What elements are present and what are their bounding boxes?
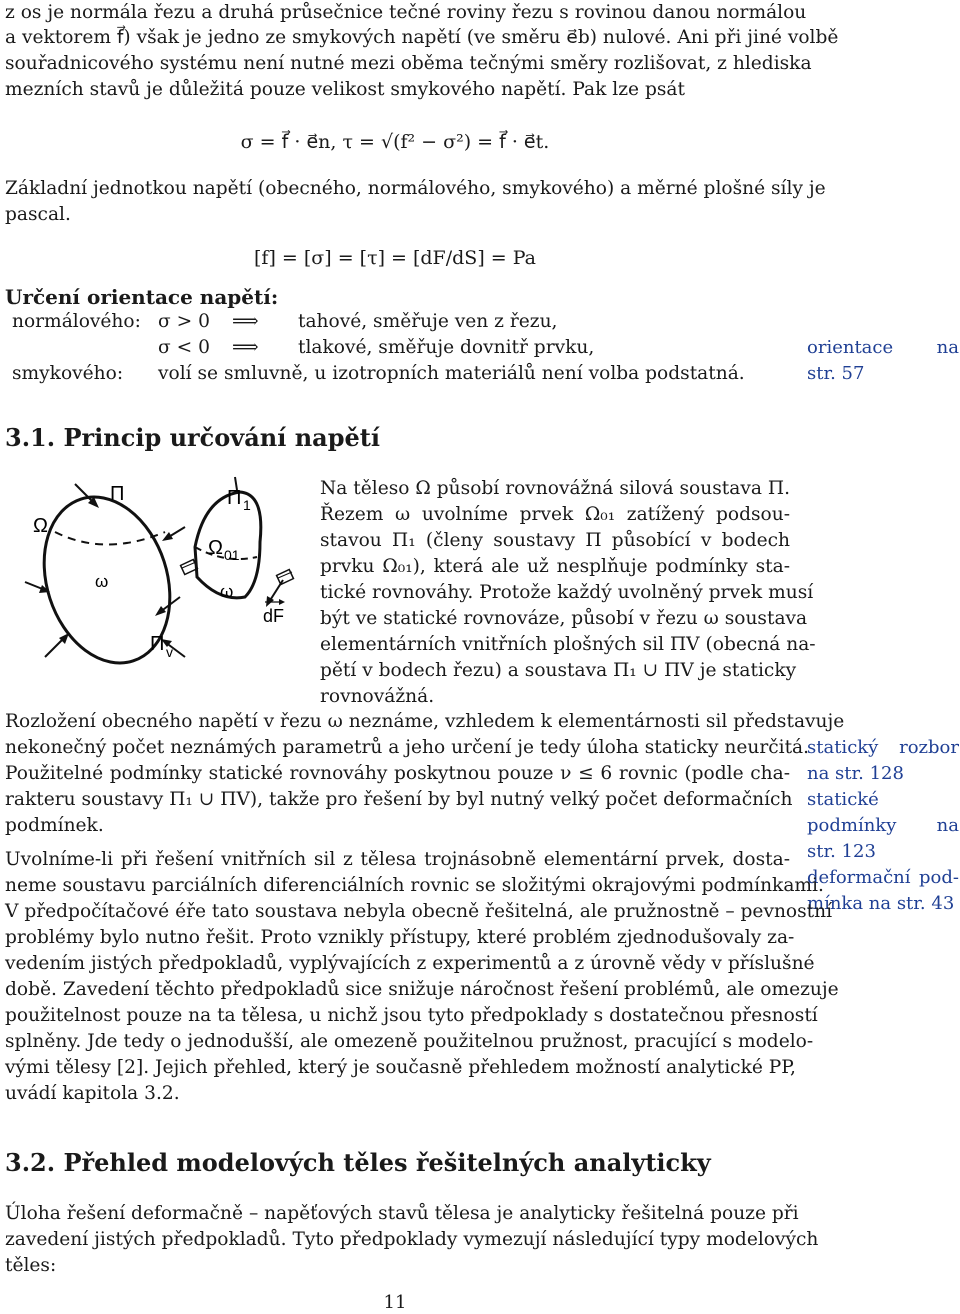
normal-text: tlakové, směřuje dovnitř prvku, xyxy=(298,337,595,358)
text-line: nekonečný počet neznámých parametrů a jeho určení je tedy úloha staticky neurčitá. xyxy=(5,737,810,758)
label-piv: Π xyxy=(150,633,165,655)
text-line: vými tělesy [2]. Jejich přehled, který je současně přehledem možností analytické PP, xyxy=(5,1057,796,1078)
normal-text: tahové, směřuje ven z řezu, xyxy=(298,311,558,332)
implies-arrow: ⟹ xyxy=(232,311,259,332)
margin-note-static[interactable]: statický rozbor na str. 128 statické podmínky na str. 123 deformační pod- mínka na str. 43 xyxy=(807,737,959,914)
text-line: Rozložení obecného napětí v řezu ω neznáme, vzhledem k elementárnosti sil představuje xyxy=(5,711,845,732)
text-line: těles: xyxy=(5,1255,57,1276)
text-line: prvku Ω₀₁), která ale už nesplňuje podmínky sta- xyxy=(320,556,790,577)
text-line: mezních stavů je důležitá pouze velikost smykového napětí. Pak lze psát xyxy=(5,79,685,100)
shear-text: volí se smluvně, u izotropních materiálů není volba podstatná. xyxy=(158,363,745,384)
normal-label: normálového: xyxy=(12,311,141,332)
text-line: a vektorem f⃗) však je jedno ze smykových napětí (ve směru e⃗b) nulové. Ani při jiné volbě xyxy=(5,27,839,48)
label-omega01: Ω xyxy=(208,537,223,559)
page-number: 11 xyxy=(383,1292,407,1313)
label-omega: Ω xyxy=(33,515,48,537)
text-line: problémy bylo nutno řešit. Proto vznikly přístupy, které problém zjednodušovaly za- xyxy=(5,927,795,948)
text-line: elementárních vnitřních plošných sil ΠV (obecná na- xyxy=(320,634,816,655)
text-line: pětí v bodech řezu) a soustava Π₁ ∪ ΠV je staticky xyxy=(320,660,797,681)
section-title-3-2: 3.2. Přehled modelových těles řešitelných analyticky xyxy=(5,1148,711,1177)
text-line: neme soustavu parciálních diferenciálních rovnic se složitými okrajovými podmínkami. xyxy=(5,875,824,896)
text-line: z os je normála řezu a druhá průsečnice tečné roviny řezu s rovinou danou normálou xyxy=(5,2,807,23)
text-line: době. Zavedení těchto předpokladů sice snižuje náročnost řešení problémů, ale omezuje xyxy=(5,979,839,1000)
shear-label: smykového: xyxy=(12,363,124,384)
text-line: být ve statické rovnováze, působí v řezu ω soustava xyxy=(320,608,808,629)
label-omega01-sub: 01 xyxy=(224,547,240,563)
implies-arrow: ⟹ xyxy=(232,337,259,358)
text-line: souřadnicového systému není nutné mezi oběma tečnými směry rozlišovat, z hlediska xyxy=(5,53,812,74)
equation-units: [f] = [σ] = [τ] = [dF/dS] = Pa xyxy=(254,247,536,269)
label-pi: Π xyxy=(110,483,125,505)
text-line: V předpočítačové éře tato soustava nebyla obecně řešitelná, ale pružnostně – pevnostní xyxy=(5,901,833,922)
normal-condition: σ > 0 xyxy=(158,311,210,332)
text-line: rovnovážná. xyxy=(320,686,435,707)
label-small-omega: ω xyxy=(95,572,109,591)
text-line: stavou Π₁ (členy soustavy Π působící v bodech xyxy=(320,530,790,551)
text-line: pascal. xyxy=(5,204,71,225)
label-pi1: Π xyxy=(227,487,242,509)
label-piv-sub: v xyxy=(166,644,173,660)
text-line: tické rovnováhy. Protože každý uvolněný prvek musí xyxy=(320,582,814,603)
text-line: Uvolníme-li při řešení vnitřních sil z tělesa trojnásobně elementární prvek, dosta- xyxy=(5,849,790,870)
margin-note-orientation[interactable]: orientace na str. 57 xyxy=(807,337,959,384)
text-line: splněny. Jde tedy o jednodušší, ale omezeně použitelnou pružnost, pracující s modelo- xyxy=(5,1031,814,1052)
label-df: dF xyxy=(263,606,285,626)
section-title-3-1: 3.1. Princip určování napětí xyxy=(5,423,380,452)
orientation-heading: Určení orientace napětí: xyxy=(5,285,279,309)
text-line: zavedení jistých předpokladů. Tyto předpoklady vymezují následující typy modelových xyxy=(5,1229,819,1250)
cut-line-dashed xyxy=(55,532,165,545)
text-line: Řezem ω uvolníme prvek Ω₀₁ zatížený podsou- xyxy=(320,504,790,525)
text-line: Použitelné podmínky statické rovnováhy poskytnou pouze ν ≤ 6 rovnic (podle cha- xyxy=(5,763,790,784)
text-line: použitelnost pouze na ta tělesa, u nichž jsou tyto předpoklady s dostatečnou přesností xyxy=(5,1005,818,1026)
text-line: Na těleso Ω působí rovnovážná silová soustava Π. xyxy=(320,478,790,499)
equation-sigma-tau: σ = f⃗ · e⃗n, τ = √(f² − σ²) = f⃗ · e⃗t. xyxy=(240,131,550,153)
label-pi1-sub: 1 xyxy=(243,497,251,513)
text-line: uvádí kapitola 3.2. xyxy=(5,1083,180,1104)
label-small-omega: ω xyxy=(220,582,234,601)
stress-figure xyxy=(15,472,315,672)
text-line: vedením jistých předpokladů, vyplývajících z experimentů a z úrovně vědy v příslušné xyxy=(5,953,815,974)
text-line: rakteru soustavy Π₁ ∪ ΠV), takže pro řešení by byl nutný velký počet deformačních xyxy=(5,789,793,810)
text-line: Úloha řešení deformačně – napěťových stavů tělesa je analyticky řešitelná pouze při xyxy=(5,1203,799,1224)
text-line: Základní jednotkou napětí (obecného, normálového, smykového) a měrné plošné síly je xyxy=(5,178,826,199)
normal-condition: σ < 0 xyxy=(158,337,210,358)
text-line: podmínek. xyxy=(5,815,104,836)
